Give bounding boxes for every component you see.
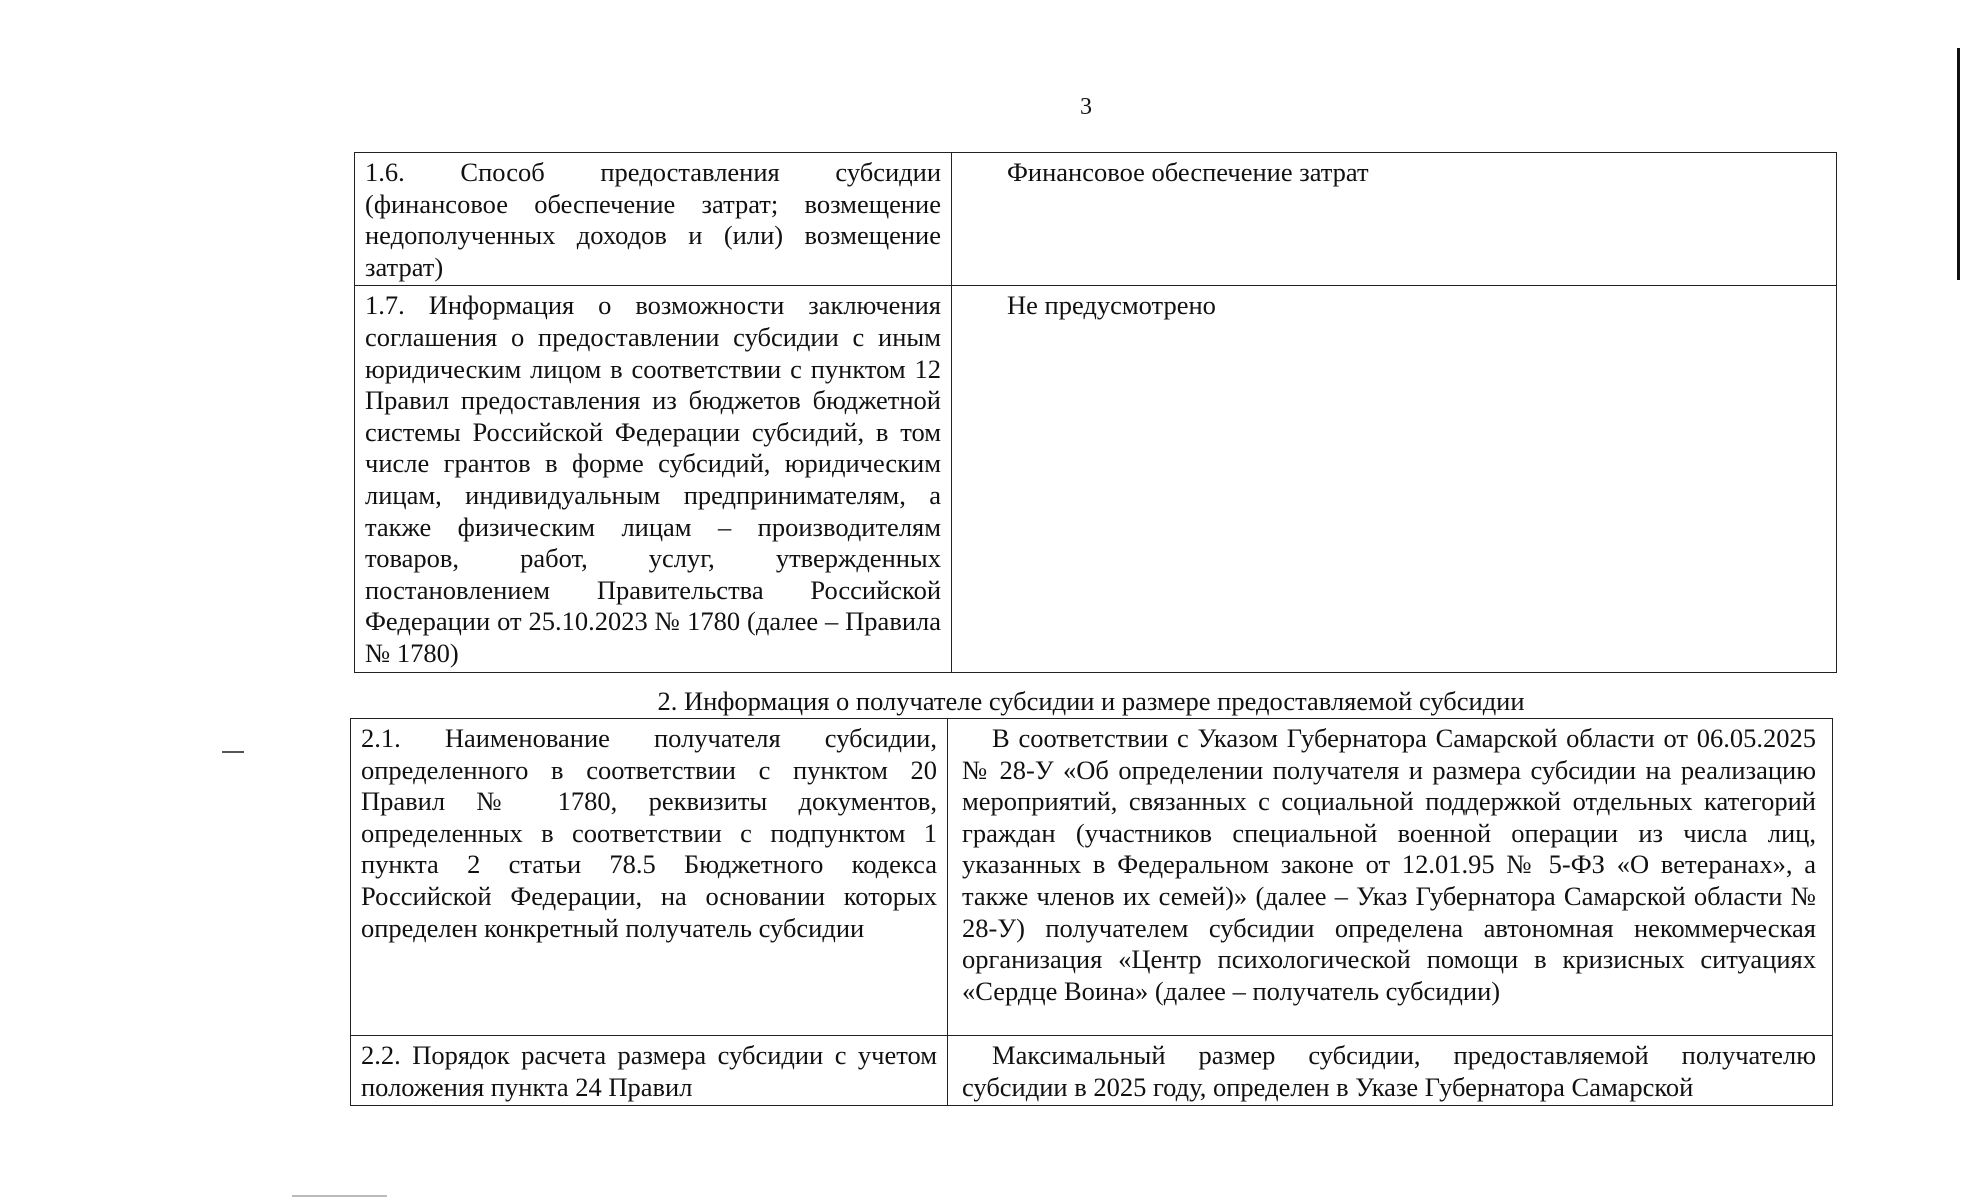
table-row [355,286,1837,672]
section-heading: 2. Информация о получателе субсидии и размере предоставляемой субсидии [657,686,1525,716]
row-value: Максимальный размер субсидии, предоставляемой получателю субсидии в 2025 году, определен в Указе Губернатора Самарской [948,1036,1833,1106]
margin-mark [222,751,244,753]
row-value: Финансовое обеспечение затрат [952,153,1837,286]
table-row [351,719,1833,1036]
table-row [351,1036,1833,1106]
row-label: 1.6. Способ предоставления субсидии (финансовое обеспечение затрат; возмещение недополученных доходов и (или) возмещение затрат) [355,153,952,286]
scan-edge-line [1957,48,1960,280]
footer-mark [292,1195,387,1197]
table-row [355,153,1837,286]
recipient-info-table [350,718,1833,1106]
row-value: Не предусмотрено [952,286,1837,672]
row-value: В соответствии с Указом Губернатора Самарской области от 06.05.2025 № 28-У «Об определении получателя и размера субсидии на реализацию мероприятий, связанных с социальной поддержкой отдельных категорий граждан (участников специальной военной операции из числа лиц, указанных в Федеральном законе от 12.01.95 № 5-ФЗ «О ветеранах», а также членов их семей)» (далее – Указ Губернатора Самарской области № 28-У) получателем субсидии определена автономная некоммерческая организация «Центр психологической помощи в кризисных ситуациях «Сердце Воина» (далее – получатель субсидии) [948,719,1833,1036]
row-label: 1.7. Информация о возможности заключения соглашения о предоставлении субсидии с иным юридическим лицом в соответствии с пунктом 12 Правил предоставления из бюджетов бюджетной системы Российской Федерации субсидий, в том числе грантов в форме субсидий, юридическим лицам, индивидуальным предпринимателям, а также физическим лицам – производителям товаров, работ, услуг, утвержденных постановлением Правительства Российской Федерации от 25.10.2023 № 1780 (далее – Правила № 1780) [355,286,952,672]
subsidy-info-table [354,152,1837,673]
row-label: 2.1. Наименование получателя субсидии, определенного в соответствии с пунктом 20 Правил № 1780, реквизиты документов, определенных в соответствии с подпунктом 1 пункта 2 статьи 78.5 Бюджетного кодекса Российской Федерации, на основании которых определен конкретный получатель субсидии [351,719,948,1036]
row-label: 2.2. Порядок расчета размера субсидии с учетом положения пункта 24 Правил [351,1036,948,1106]
page-number: 3 [1080,94,1092,120]
